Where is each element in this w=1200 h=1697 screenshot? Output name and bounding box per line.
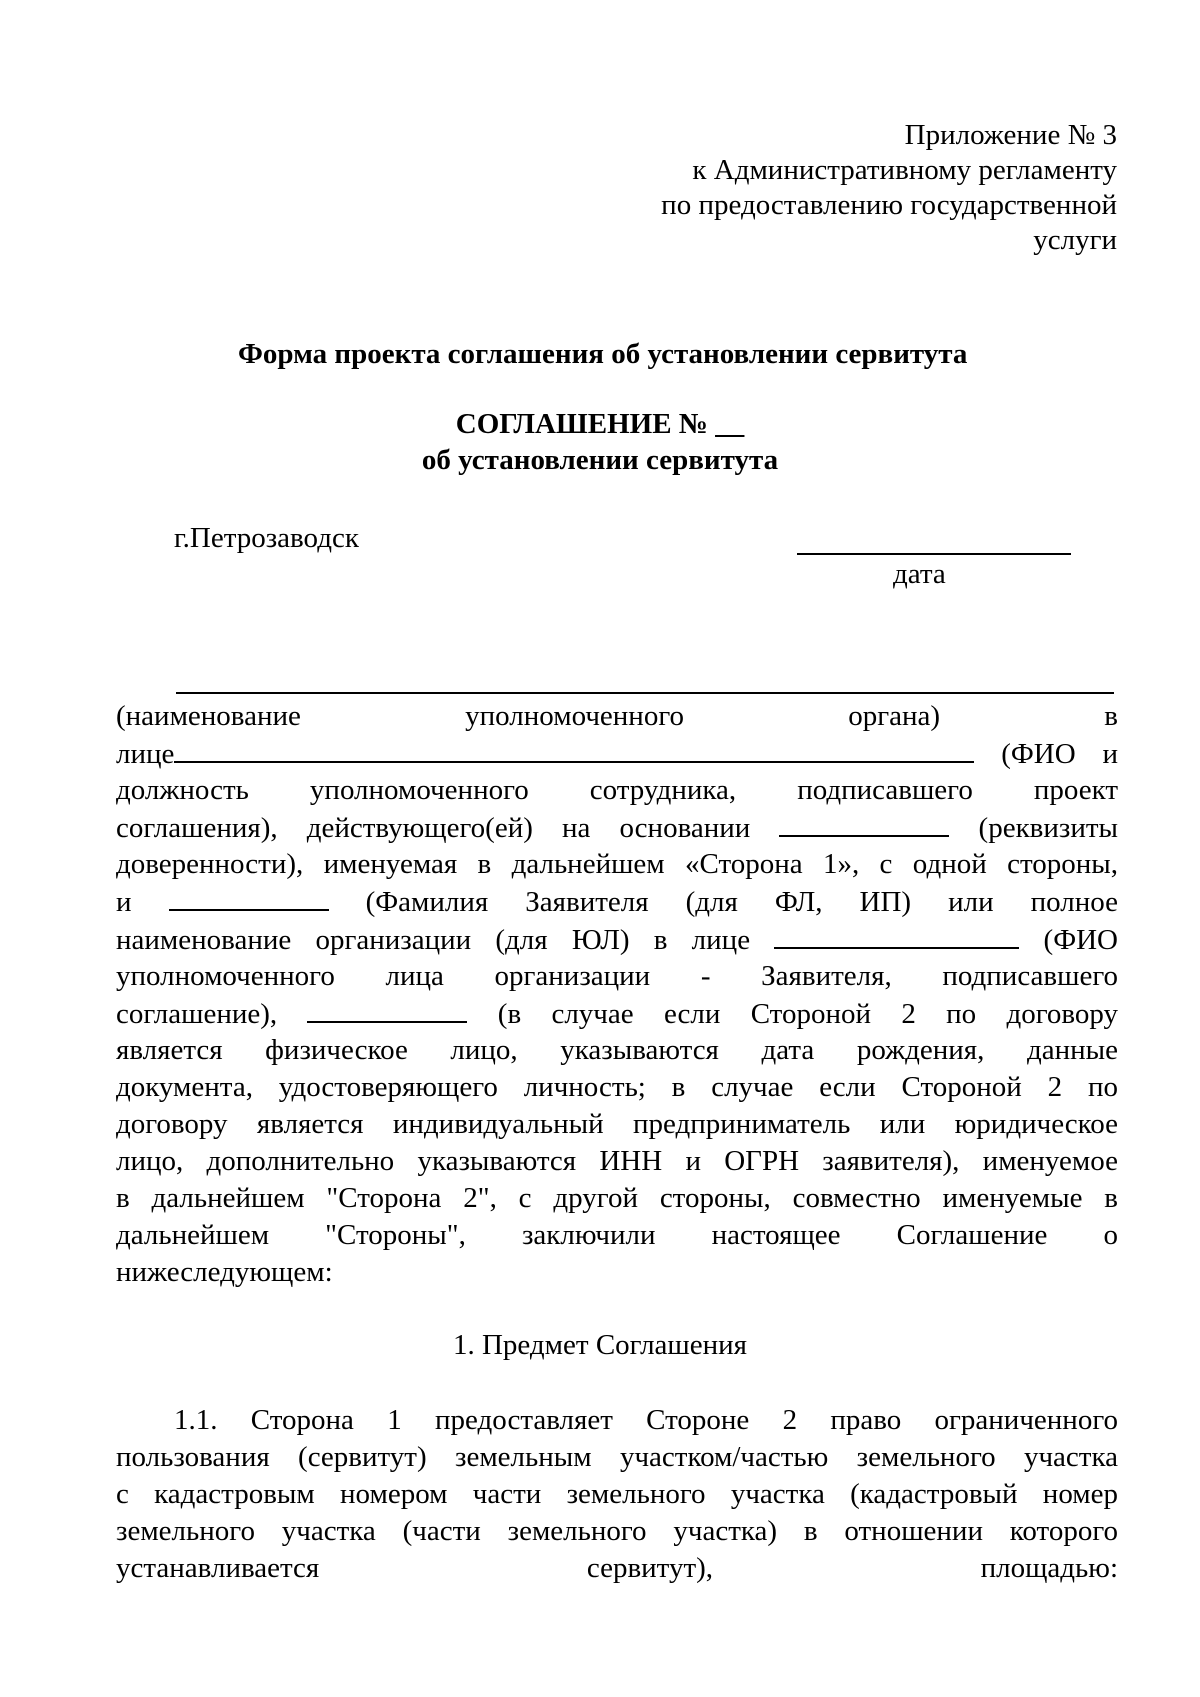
intro-line: должность уполномоченного сотрудника, подписавшего проект	[116, 774, 1118, 807]
agreement-heading	[0, 406, 1200, 478]
clause-line: земельного участка (части земельного участка) в отношении которого	[116, 1515, 1118, 1548]
date-blank-line	[797, 553, 1071, 555]
intro-line: (наименование уполномоченного органа) в	[116, 700, 1118, 732]
clause-1-1	[116, 1402, 1118, 1587]
clause-line: 1.1. Сторона 1 предоставляет Стороне 2 право ограниченного	[174, 1404, 1118, 1436]
date-label: дата	[893, 558, 946, 590]
agreement-subtitle: об установлении сервитута	[421, 444, 779, 476]
intro-line: документа, удостоверяющего личность; в случае если Стороной 2 по	[116, 1070, 1118, 1103]
applicant-details-blank	[307, 995, 467, 1023]
intro-line: нижеследующем:	[116, 1256, 333, 1289]
intro-line: соглашения), действующего(ей) на основании (реквизиты	[116, 809, 1118, 846]
intro-line: наименование организации (для ЮЛ) в лице (ФИО	[116, 921, 1118, 958]
applicant-blank	[169, 883, 329, 911]
appendix-line-4: услуги	[1033, 224, 1117, 256]
basis-blank	[779, 809, 949, 837]
city-name: г.Петрозаводск	[174, 522, 359, 554]
representative-blank	[174, 735, 974, 763]
intro-line: в дальнейшем "Сторона 2", с другой стороны, совместно именуемые в	[116, 1182, 1118, 1215]
intro-line: лицо, дополнительно указываются ИНН и ОГРН заявителя), именуемое	[116, 1145, 1118, 1178]
clause-line: устанавливается сервитут), площадью:	[116, 1552, 1119, 1585]
form-title: Форма проекта соглашения об установлении сервитута	[238, 338, 968, 370]
intro-line: лице (ФИО и	[116, 735, 1118, 772]
appendix-line-1: Приложение № 3	[904, 119, 1117, 151]
intro-line: дальнейшем "Стороны", заключили настоящее Соглашение о	[116, 1219, 1118, 1252]
clause-line: пользования (сервитут) земельным участком/частью земельного участка	[116, 1441, 1118, 1474]
organization-blank-line	[176, 692, 1114, 694]
appendix-header	[661, 118, 1117, 258]
intro-line: является физическое лицо, указываются дата рождения, данные	[116, 1033, 1118, 1066]
intro-line: уполномоченного лица организации - Заявителя, подписавшего	[116, 959, 1118, 992]
appendix-line-2: к Административному регламенту	[692, 154, 1117, 186]
intro-line: доверенности), именуемая в дальнейшем «Сторона 1», с одной стороны,	[116, 848, 1118, 881]
applicant-representative-blank	[774, 921, 1019, 949]
intro-line: договору является индивидуальный предприниматель или юридическое	[116, 1108, 1118, 1141]
intro-line: и (Фамилия Заявителя (для ФЛ, ИП) или полное	[116, 883, 1118, 920]
agreement-title: СОГЛАШЕНИЕ № __	[455, 408, 745, 440]
appendix-line-3: по предоставлению государственной	[661, 189, 1117, 221]
intro-paragraph	[116, 698, 1118, 1292]
intro-line: соглашение), (в случае если Стороной 2 по договору	[116, 995, 1118, 1032]
clause-line: с кадастровым номером части земельного участка (кадастровый номер	[116, 1478, 1118, 1511]
section-1-title: 1. Предмет Соглашения	[452, 1329, 748, 1361]
